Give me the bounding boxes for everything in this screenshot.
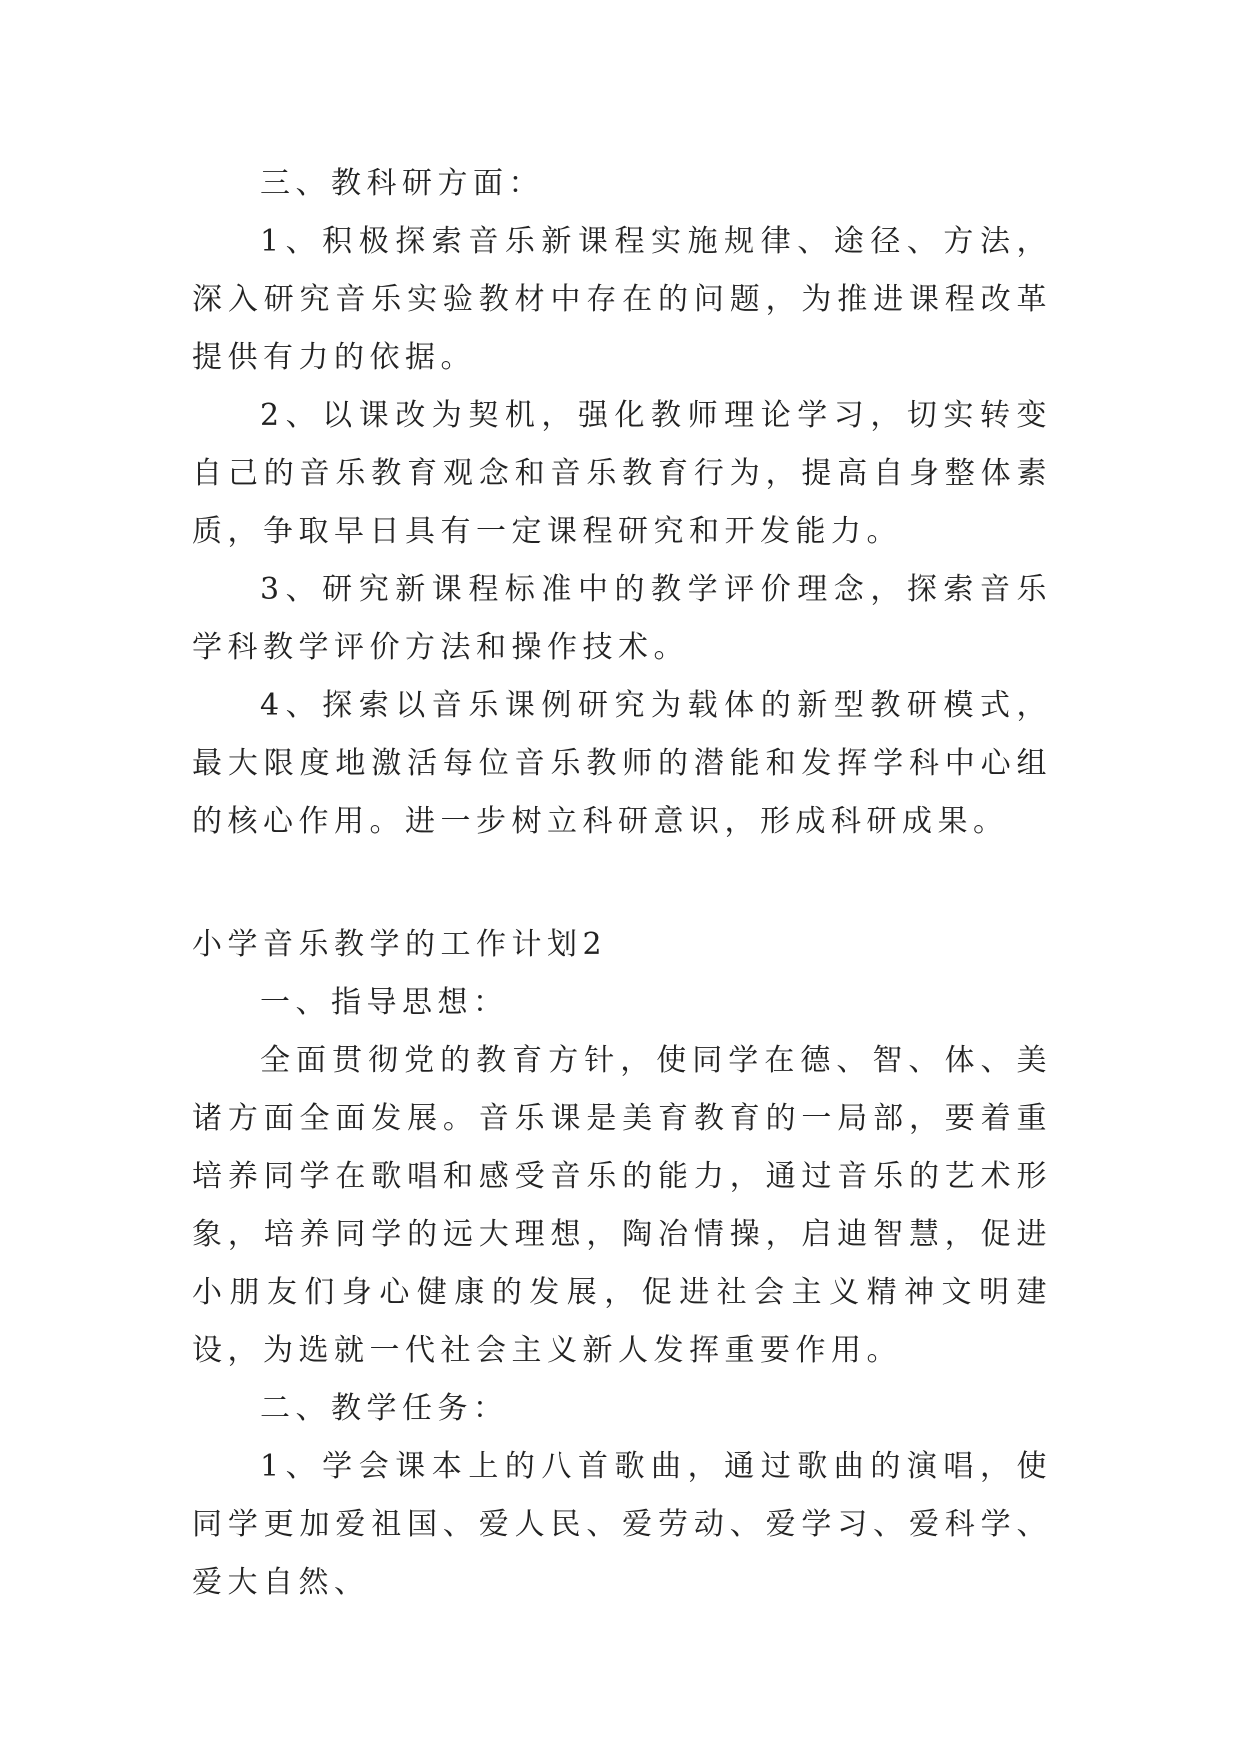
task-item-1: 1、学会课本上的八首歌曲，通过歌曲的演唱，使同学更加爱祖国、爱人民、爱劳动、爱学习、爱科学、爱大自然、 [192,1449,1052,1600]
section-heading-guiding: 一、指导思想： [260,985,509,1020]
research-item-1: 1、积极探索音乐新课程实施规律、途径、方法，深入研究音乐实验教材中存在的问题，为推进课程改革提供有力的依据。 [192,224,1052,375]
research-item-3: 3、研究新课程标准中的教学评价理念，探索音乐学科教学评价方法和操作技术。 [192,572,1052,665]
guiding-paragraph: 全面贯彻党的教育方针，使同学在德、智、体、美诸方面全面发展。音乐课是美育教育的一局部，要着重培养同学在歌唱和感受音乐的能力，通过音乐的艺术形象，培养同学的远大理想，陶冶情操，启迪智慧，促进小朋友们身心健康的发展，促进社会主义精神文明建设，为选就一代社会主义新人发挥重要作用。 [192,1043,1052,1368]
section-heading-tasks: 二、教学任务： [260,1391,509,1426]
research-item-4: 4、探索以音乐课例研究为载体的新型教研模式，最大限度地激活每位音乐教师的潜能和发挥学科中心组的核心作用。进一步树立科研意识，形成科研成果。 [192,688,1052,839]
plan-title: 小学音乐教学的工作计划2 [192,927,608,962]
research-item-2: 2、以课改为契机，强化教师理论学习，切实转变自己的音乐教育观念和音乐教育行为，提高自身整体素质，争取早日具有一定课程研究和开发能力。 [192,398,1052,549]
section-heading-research: 三、教科研方面： [260,166,544,201]
